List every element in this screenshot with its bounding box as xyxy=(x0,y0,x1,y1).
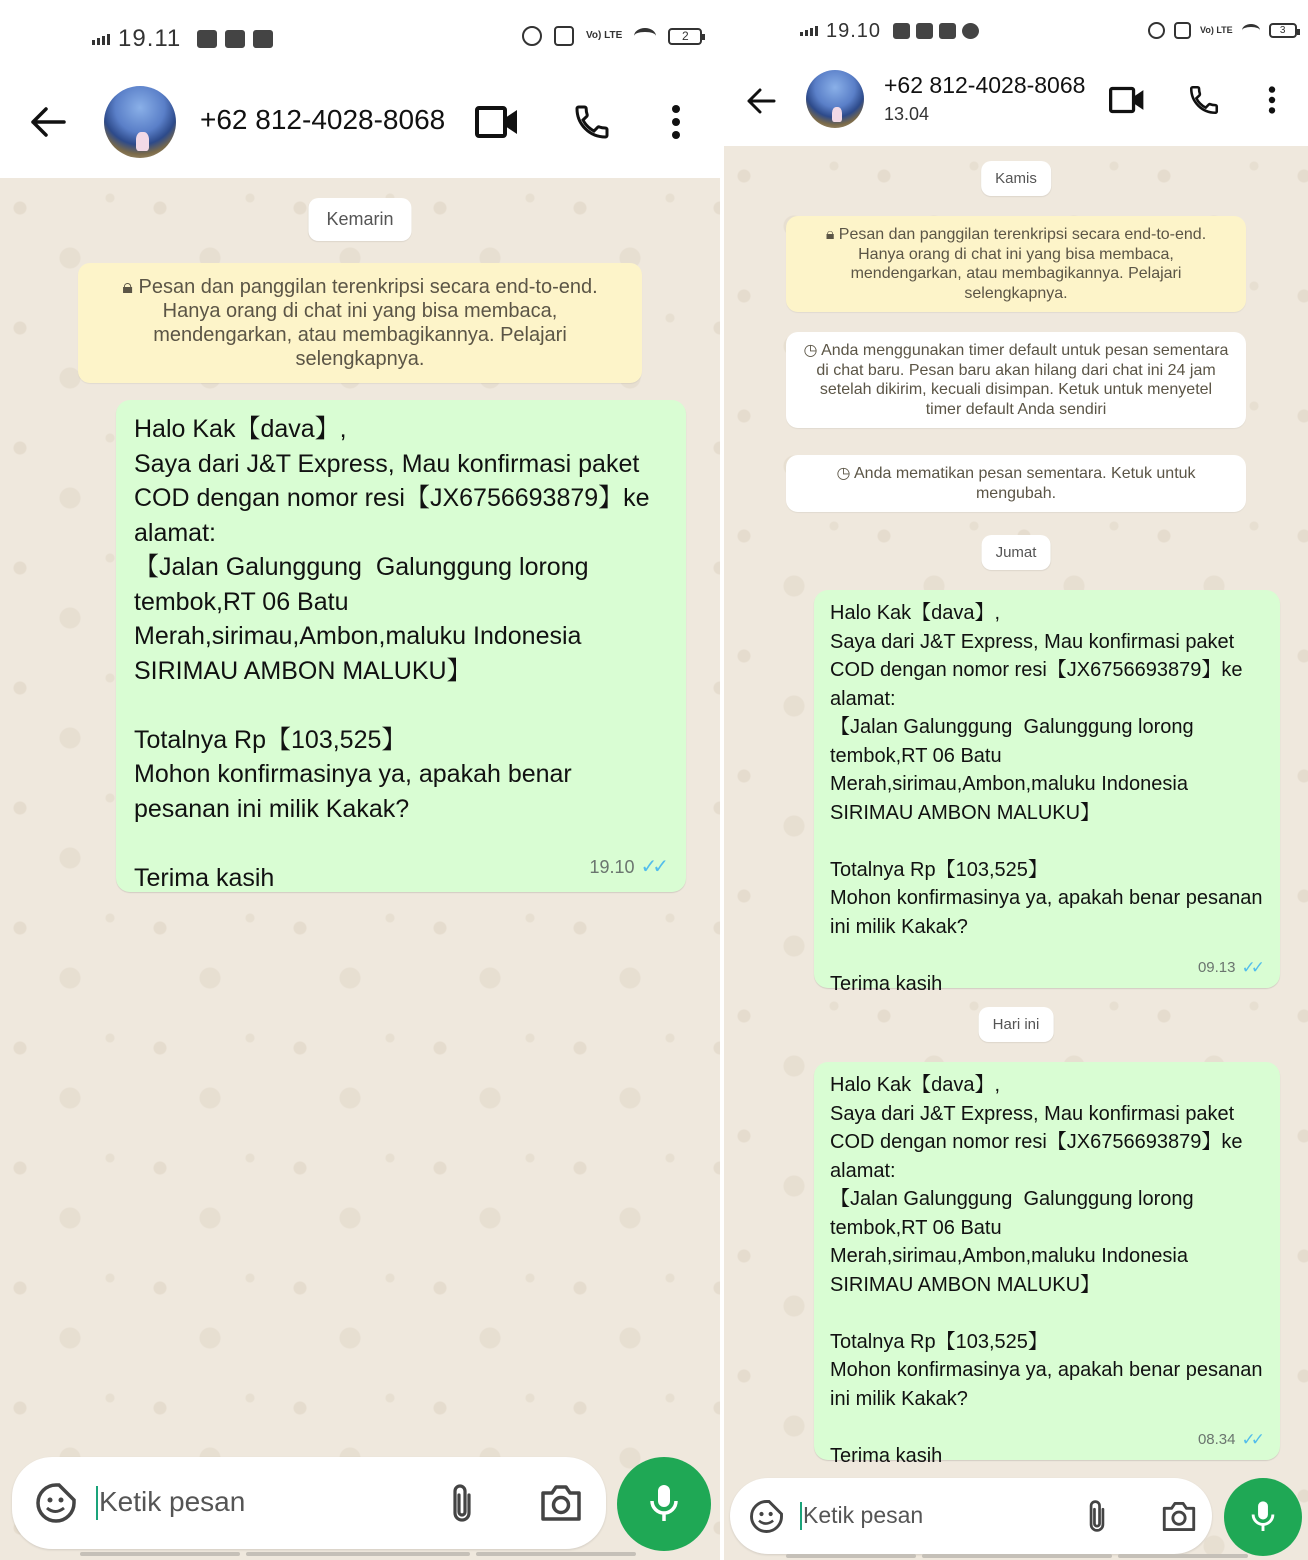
timer-notice[interactable]: ◷ Anda menggunakan timer default untuk pesan sementara di chat baru. Pesan baru akan hilang dari chat ini 24 jam setelah dikirim, kecuali disimpan. Ketuk untuk menyetel timer default Anda sendiri xyxy=(786,332,1246,428)
encryption-notice[interactable]: 🔒︎ Pesan dan panggilan terenkripsi secara end-to-end. Hanya orang di chat ini yang bisa membaca, mendengarkan, atau membagikannya. Pelajari selengkapnya. xyxy=(786,216,1246,312)
timer-icon: ◷ xyxy=(803,342,822,359)
mute-icon xyxy=(554,26,574,46)
attach-icon[interactable] xyxy=(1082,1496,1112,1536)
mic-icon xyxy=(1249,1499,1277,1535)
read-ticks-icon: ✓✓ xyxy=(1241,1429,1260,1449)
message-bubble[interactable] xyxy=(814,1062,1280,1467)
message-time: 09.13 xyxy=(1197,958,1236,976)
mail-icon xyxy=(225,30,245,48)
read-ticks-icon: ✓✓ xyxy=(1241,957,1260,977)
status-bar xyxy=(724,0,1308,62)
video-call-icon[interactable] xyxy=(474,104,520,140)
message-input-placeholder: Ketik pesan xyxy=(99,1485,246,1517)
encryption-notice[interactable]: 🔒︎ Pesan dan panggilan terenkripsi secara end-to-end. Hanya orang di chat ini yang bisa membaca, mendengarkan, atau membagikannya. Pelajari selengkapnya. xyxy=(78,263,642,383)
timer-icon: ◷ xyxy=(836,465,854,482)
more-vert-icon[interactable] xyxy=(664,102,688,142)
status-time: 19.11 xyxy=(118,25,182,52)
book-icon xyxy=(939,23,956,39)
attach-icon[interactable] xyxy=(444,1479,480,1527)
message-meta xyxy=(1198,1426,1260,1455)
lock-icon: 🔒︎ xyxy=(122,276,139,298)
alarm-icon xyxy=(1148,22,1165,39)
contact-info[interactable] xyxy=(884,72,1085,125)
book-icon xyxy=(253,30,273,48)
battery-icon: 3 xyxy=(1269,23,1297,38)
contact-avatar[interactable] xyxy=(806,70,864,128)
message-bubble[interactable] xyxy=(814,590,1280,995)
message-input[interactable] xyxy=(800,1502,923,1531)
mic-button[interactable] xyxy=(617,1457,711,1551)
lock-icon: 🔒︎ xyxy=(825,226,839,243)
disappearing-off-notice[interactable]: ◷ Anda mematikan pesan sementara. Ketuk untuk mengubah. xyxy=(786,455,1246,512)
contact-avatar[interactable] xyxy=(104,86,176,158)
notification-icon xyxy=(197,30,217,48)
volte-indicator: Vo) LTE xyxy=(586,30,623,41)
mic-icon xyxy=(647,1483,681,1525)
more-vert-icon[interactable] xyxy=(1262,84,1282,116)
message-input-placeholder: Ketik pesan xyxy=(803,1501,924,1528)
video-call-icon[interactable] xyxy=(1108,84,1146,116)
chat-header xyxy=(724,58,1308,146)
message-text: Halo Kak【dava】, Saya dari J&T Express, Mau konfirmasi paket COD dengan nomor resi【JX6756693879】ke alamat: 【Jalan Galunggung Galunggung lorong tembok,RT 06 Batu Merah,sirimau,Ambon,maluku Indonesia SIRIMAU AMBON MALUKU】 Totalnya Rp【103,525】 Mohon konfirmasinya ya, apakah benar pesanan ini milik Kakak? Terima kasih xyxy=(830,602,1263,995)
voice-call-icon[interactable] xyxy=(1186,82,1222,118)
voice-call-icon[interactable] xyxy=(570,102,614,142)
message-composer[interactable] xyxy=(730,1478,1212,1554)
volte-indicator: Vo) LTE xyxy=(1200,25,1233,35)
battery-icon: 2 xyxy=(668,28,702,45)
status-time: 19.10 xyxy=(826,19,882,42)
right-chat-screen xyxy=(724,0,1308,1560)
date-chip-kamis: Kamis xyxy=(981,161,1051,196)
wifi-icon xyxy=(1242,24,1260,37)
date-chip-today: Hari ini xyxy=(979,1007,1054,1042)
message-time: 08.34 xyxy=(1197,1430,1236,1448)
back-arrow-icon[interactable] xyxy=(28,102,68,142)
contact-info[interactable] xyxy=(200,104,445,136)
last-seen: 13.04 xyxy=(884,104,930,124)
message-meta xyxy=(589,850,664,885)
message-bubble[interactable] xyxy=(116,400,686,892)
message-text: Halo Kak【dava】, Saya dari J&T Express, Mau konfirmasi paket COD dengan nomor resi【JX6756693879】ke alamat: 【Jalan Galunggung Galunggung lorong tembok,RT 06 Batu Merah,sirimau,Ambon,maluku Indonesia SIRIMAU AMBON MALUKU】 Totalnya Rp【103,525】 Mohon konfirmasinya ya, apakah benar pesanan ini milik Kakak? Terima kasih xyxy=(134,415,650,892)
alarm-icon xyxy=(522,26,542,46)
back-arrow-icon[interactable] xyxy=(744,84,778,118)
message-text: Halo Kak【dava】, Saya dari J&T Express, Mau konfirmasi paket COD dengan nomor resi【JX6756693879】ke alamat: 【Jalan Galunggung Galunggung lorong tembok,RT 06 Batu Merah,sirimau,Ambon,maluku Indonesia SIRIMAU AMBON MALUKU】 Totalnya Rp【103,525】 Mohon konfirmasinya ya, apakah benar pesanan ini milik Kakak? Terima kasih xyxy=(830,1074,1263,1467)
camera-icon[interactable] xyxy=(1160,1498,1198,1534)
message-composer[interactable] xyxy=(12,1457,606,1549)
moon-icon xyxy=(962,23,979,39)
date-chip: Kemarin xyxy=(308,198,411,241)
signal-icon xyxy=(92,34,110,45)
message-input[interactable] xyxy=(96,1486,245,1521)
contact-number: +62 812-4028-8068 xyxy=(200,104,446,135)
signal-icon xyxy=(800,26,818,36)
notification-icon xyxy=(893,23,910,39)
read-ticks-icon: ✓✓ xyxy=(640,855,664,878)
sticker-icon[interactable] xyxy=(32,1479,80,1527)
mail-icon xyxy=(916,23,933,39)
mic-button[interactable] xyxy=(1224,1478,1302,1556)
camera-icon[interactable] xyxy=(538,1481,584,1525)
date-chip-jumat: Jumat xyxy=(982,535,1051,570)
mute-icon xyxy=(1174,22,1191,39)
sticker-icon[interactable] xyxy=(746,1496,786,1536)
message-meta xyxy=(1198,954,1260,983)
nav-gesture-bar xyxy=(786,1554,1248,1558)
nav-gesture-bar xyxy=(80,1552,636,1556)
wifi-icon xyxy=(634,28,656,44)
contact-number: +62 812-4028-8068 xyxy=(884,72,1086,98)
message-time: 19.10 xyxy=(589,856,635,877)
chat-header xyxy=(0,66,720,178)
